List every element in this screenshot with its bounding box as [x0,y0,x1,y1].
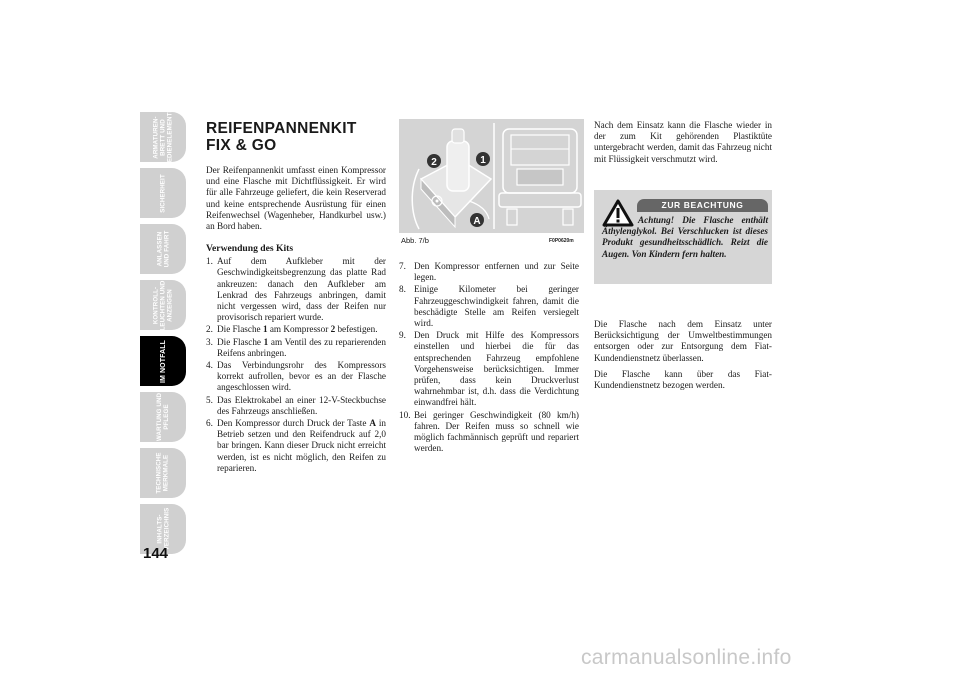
step-number: 6. [206,418,213,429]
paragraph-disposal: Die Flasche nach dem Einsatz unter Berücksichtigung der Umweltbestimmungen entsorgen oder zur Entsorgung dem Fiat-Kundendienstnetz überlassen. [594,319,772,363]
list-item [206,337,386,359]
step-text: Bei geringer Geschwindigkeit (80 km/h) fahren. Der Reifen muss so schnell wie möglich fachmännisch geprüft und repariert werden. [414,409,579,454]
step-number: 3. [206,336,213,347]
ref-bold: A [369,418,376,429]
step-text: Den Kompressor durch Druck der Taste [217,418,370,429]
step-text: Die Flasche [217,336,264,347]
warning-text: Achtung! Die Flasche enthält Äthylenglykol. Bei Verschlucken ist dieses Produkt gesundheitsschädlich. Reizt die Augen. Von Kindern fern halten. [602,215,768,259]
callout-1: 1 [480,155,486,166]
list-item [399,261,579,283]
list-item [399,410,579,455]
tab-label: KONTROLL- LEUCHTEN UND ANZEIGEN [152,279,174,331]
callout-a: A [473,216,481,227]
tab-label: INHALTS- VERZEICHNIS [155,507,170,551]
tab-technische-merkmale[interactable] [140,448,186,498]
paragraph-ordering: Die Flasche kann über das Fiat-Kundendienstnetz bezogen werden. [594,368,772,391]
figure-illustration [399,119,584,233]
list-item [206,418,386,474]
tab-label: WARTUNG UND PFLEGE [156,392,171,442]
tab-sicherheit[interactable] [140,168,186,218]
title-line-1: REIFENPANNENKIT [206,120,357,137]
intro-paragraph: Der Reifenpannenkit umfasst einen Kompressor und eine Flasche mit Dichtflüssigkeit. Er wird für alle Fahrzeuge geliefert, die kein Reserverad und keine entsprechende Ausrüstung für einen Reifenwechsel (Wagenheber, Handkurbel usw.) an Bord haben. [206,165,386,232]
tab-label: SICHERHEIT [159,173,167,213]
title-line-2: FIX & GO [206,137,277,154]
step-number: 7. [399,261,406,271]
tab-kontrollleuchten[interactable] [140,280,186,330]
steps-list-b [399,261,579,454]
step-text: Die Flasche [217,324,263,335]
list-item [399,284,579,329]
step-text: am Ventil des zu reparierenden Reifens anbringen. [217,336,386,358]
step-text: Den Druck mit Hilfe des Kompressors einstellen und hierbei die für das entsprechenden Fahrzeug empfohlene Vorgehensweise berücksichtigen. Immer prüfen, dass kein Druckverlust wahrnehmbar ist, d.h. dass die Verdichtung einwandfrei hält. [414,330,579,408]
step-number: 5. [206,394,213,405]
section-title [206,120,386,154]
column-right-bottom [594,319,772,396]
tab-wartung[interactable] [140,392,186,442]
ref-bold: 2 [330,324,336,335]
step-text: befestigen. [335,324,378,335]
column-right [594,120,772,165]
step-number: 1. [206,256,213,267]
ref-bold: 1 [263,336,269,347]
watermark: carmanualsonline.info [581,646,792,669]
warning-title: ZUR BEACHTUNG [637,199,768,212]
step-number: 2. [206,324,213,335]
step-text: in Betrieb setzen und den Reifendruck auf 2,0 bar bringen. Kann dieser Druck nicht erreicht werden, ist es nicht möglich, den Reifen zu reparieren. [217,418,386,473]
steps-list-a [206,256,386,474]
step-text: Das Elektrokabel an einer 12-V-Steckbuchse des Fahrzeugs anschließen. [217,394,386,416]
step-text: Einige Kilometer bei geringer Fahrzeuggeschwindigkeit fahren, damit die beschädigte Stelle am Reifen versiegelt wird. [414,284,579,329]
step-text: Den Kompressor entfernen und zur Seite legen. [414,261,579,283]
step-text: Das Verbindungsrohr des Kompressors korrekt aufrollen, bevor es an der Flasche angeschlossen wird. [217,360,386,393]
step-number: 8. [399,284,406,295]
list-item [206,360,386,394]
figure-code: F0P0620m [549,238,574,244]
column-left [206,120,386,475]
list-item [206,324,386,335]
tab-armaturenbrett[interactable] [140,107,186,167]
figure-caption: Abb. 7/b [401,236,429,245]
list-item [206,256,386,323]
column-middle [399,261,579,455]
tab-anlassen[interactable] [140,224,186,274]
figure-compressor-kit [399,119,584,233]
step-number: 9. [399,330,406,341]
step-number: 4. [206,360,213,371]
tab-label: TECHNISCHE MERKMALE [155,452,170,494]
tab-label: ANLASSEN UND FAHRT [156,230,170,268]
step-text: am Kompressor [267,324,331,335]
subheading: Verwendung des Kits [206,243,294,255]
step-number: 10. [399,409,411,420]
tab-label: IM NOTFALL [159,339,167,383]
list-item [206,395,386,417]
page-number: 144 [143,545,169,562]
ref-bold: 1 [262,324,268,335]
tab-im-notfall[interactable] [140,336,186,386]
tab-label: ARMATUREN- BRETT UND BEDIENELEMENTE [152,107,174,167]
warning-box [594,190,772,284]
paragraph-bottle-storage: Nach dem Einsatz kann die Flasche wieder in der zum Kit gehörenden Plastiktüte untergebracht werden, damit das Fahrzeug nicht mit Flüssigkeit verschmutzt wird. [594,120,772,164]
callout-2: 2 [431,157,437,168]
list-item [399,330,579,408]
step-text: Auf dem Aufkleber mit der Geschwindigkeitsbegrenzung das platte Rad ankreuzen: danach den Aufkleber am Lenkrad des Fahrzeugs anbringen, damit nicht vergessen wird, dass der Reifen nur provisorisch repariert wurde. [217,256,386,323]
